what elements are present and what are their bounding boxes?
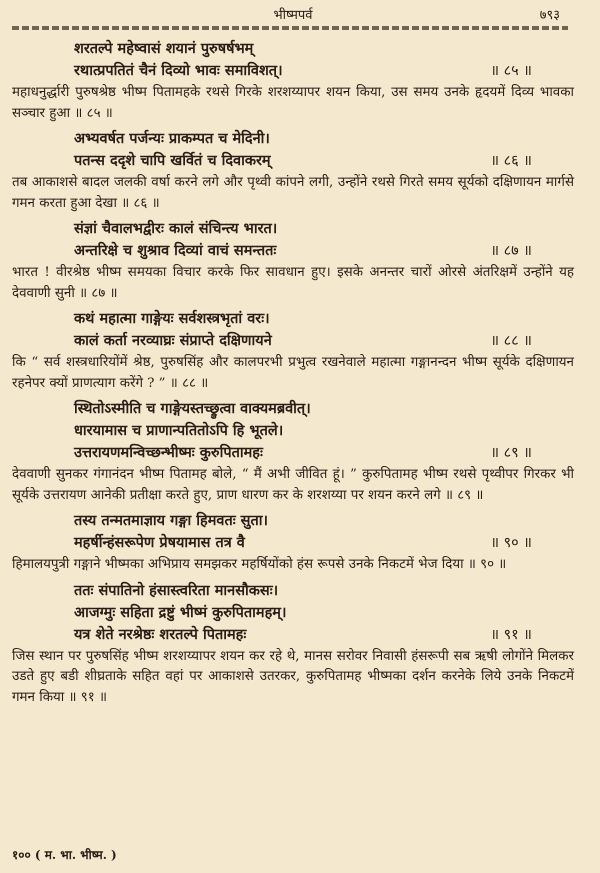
sanskrit-verse <box>12 38 574 82</box>
sanskrit-verse <box>12 398 574 464</box>
verse-number: ॥ ९० ॥ <box>490 535 532 551</box>
verse-line: शरतल्पे महेष्वासं शयानं पुरुषर्षभम् <box>74 40 254 57</box>
sanskrit-verse <box>12 580 574 646</box>
hindi-translation: भारत ! वीरश्रेष्ठ भीष्म समयका विचार करके फिर सावधान हुए। इसके अनन्तर चारों ओरसे अंतरिक्षमें उन्होंने यह देववाणी सुनी ॥ ८७ ॥ <box>12 265 574 301</box>
verse-line: उत्तरायणमन्विच्छन्भीष्मः कुरुपितामहः <box>74 444 263 461</box>
sanskrit-verse <box>12 308 574 352</box>
hindi-translation: देववाणी सुनकर गंगानंदन भीष्म पितामह बोले, “ मैं अभी जीवित हूं। ” कुरुपितामह भीष्म रथसे पृथ्वीपर गिरकर भी सूर्यके उत्तरायण आनेकी प्रतीक्षा करते हुए, प्राण धारण कर के शरशय्या पर शयन करने लगे ॥ ८९ ॥ <box>12 467 574 503</box>
sanskrit-verse <box>12 510 574 554</box>
verse-line: धारयामास च प्राणान्पतितोऽपि हि भूतले। <box>74 422 284 439</box>
page-number: ७९३ <box>539 8 560 23</box>
verse-line: रथात्प्रपतितं चैनं दिव्यो भावः समाविशत्। <box>74 62 283 79</box>
verse-block <box>12 218 574 304</box>
verse-number: ॥ ८५ ॥ <box>490 63 532 79</box>
hindi-translation: महाधनुर्द्धारी पुरुषश्रेष्ठ भीष्म पितामहके रथसे गिरके शरशय्यापर शयन किया, उस समय उनके हृदयमें दिव्य भावका सञ्चार हुआ ॥ ८५ ॥ <box>12 85 574 121</box>
verse-number: ॥ ८८ ॥ <box>490 333 532 349</box>
verse-line: अभ्यवर्षत पर्जन्यः प्राकम्पत च मेदिनी। <box>74 130 270 147</box>
header-divider <box>12 26 568 30</box>
verse-line: अन्तरिक्षे च शुश्राव दिव्यां वाचं समन्ततः <box>74 242 277 259</box>
verse-line: पतन्स ददृशे चापि खर्वितं च दिवाकरम् <box>74 152 271 169</box>
hindi-translation: हिमालयपुत्री गङ्गाने भीष्मका अभिप्राय समझकर महर्षियोंको हंस रूपसे उनके निकटमें भेज दिया ॥ ९० ॥ <box>12 557 507 572</box>
verse-block <box>12 38 574 124</box>
hindi-translation: कि “ सर्व शस्त्रधारियोंमें श्रेष्ठ, पुरुषसिंह और कालपरभी प्रभुत्व रखनेवाले महात्मा गङ्गानन्दन भीष्म सूर्यके दक्षिणायन रहनेपर क्यों प्राणत्याग करेंगे ? ” ॥ ८८ ॥ <box>12 355 574 391</box>
verse-block <box>12 510 574 576</box>
verse-line: यत्र शेते नरश्रेष्ठः शरतल्पे पितामहः <box>74 625 247 643</box>
verse-number: ॥ ८९ ॥ <box>490 445 532 461</box>
page-header <box>12 0 574 30</box>
hindi-translation: तब आकाशसे बादल जलकी वर्षा करने लगे और पृथ्वी कांपने लगी, उन्होंने रथसे गिरते समय सूर्यको दक्षिणायन मार्गसे गमन करता हुआ देखा ॥ ८६ ॥ <box>12 175 574 211</box>
verse-block <box>12 308 574 394</box>
hindi-translation: जिस स्थान पर पुरुषसिंह भीष्म शरशय्यापर शयन कर रहे थे, मानस सरोवर निवासी हंसरूपी सब ऋषी लोगोंने मिलकर उडते हुए बडी शीघ्रताके सहित वहां पर आकाशसे उतरकर, कुरुपितामह भीष्मका दर्शन करनेके लिये उनके निकटमें गमन किया ॥ ९१ ॥ <box>12 648 574 705</box>
page-title: भीष्मपर्व <box>273 8 313 23</box>
verse-block <box>12 128 574 214</box>
page-content <box>12 30 574 708</box>
verse-number: ॥ ८६ ॥ <box>490 153 532 169</box>
sanskrit-verse <box>12 128 574 172</box>
sanskrit-verse <box>12 218 574 262</box>
verse-block <box>12 580 574 709</box>
verse-block <box>12 398 574 506</box>
verse-line: कथं महात्मा गाङ्गेयः सर्वशस्त्रभृतां वरः। <box>74 310 270 327</box>
verse-line: ततः संपातिनो हंसास्त्वरिता मानसौकसः। <box>74 581 279 599</box>
verse-line: कालं कर्ता नरव्याघ्रः संप्राप्ते दक्षिणायने <box>74 332 272 349</box>
verse-line: तस्य तन्मतमाज्ञाय गङ्गा हिमवतः सुता। <box>74 512 269 529</box>
verse-number: ॥ ८७ ॥ <box>490 243 532 259</box>
verse-line: संज्ञां चैवालभद्वीरः कालं संचिन्त्य भारत। <box>74 220 278 237</box>
verse-line: महर्षीन्हंसरूपेण प्रेषयामास तत्र वै <box>74 534 245 551</box>
footer-signature: १०० ( म. भा. भीष्म. ) <box>12 848 117 862</box>
verse-line: आजग्मुः सहिता द्रष्टुं भीष्मं कुरुपितामहम्। <box>74 603 287 621</box>
verse-number: ॥ ९१ ॥ <box>490 626 532 643</box>
verse-line: स्थितोऽस्मीति च गाङ्गेयस्तच्छ्रुत्वा वाक्यमब्रवीत्। <box>74 400 311 417</box>
